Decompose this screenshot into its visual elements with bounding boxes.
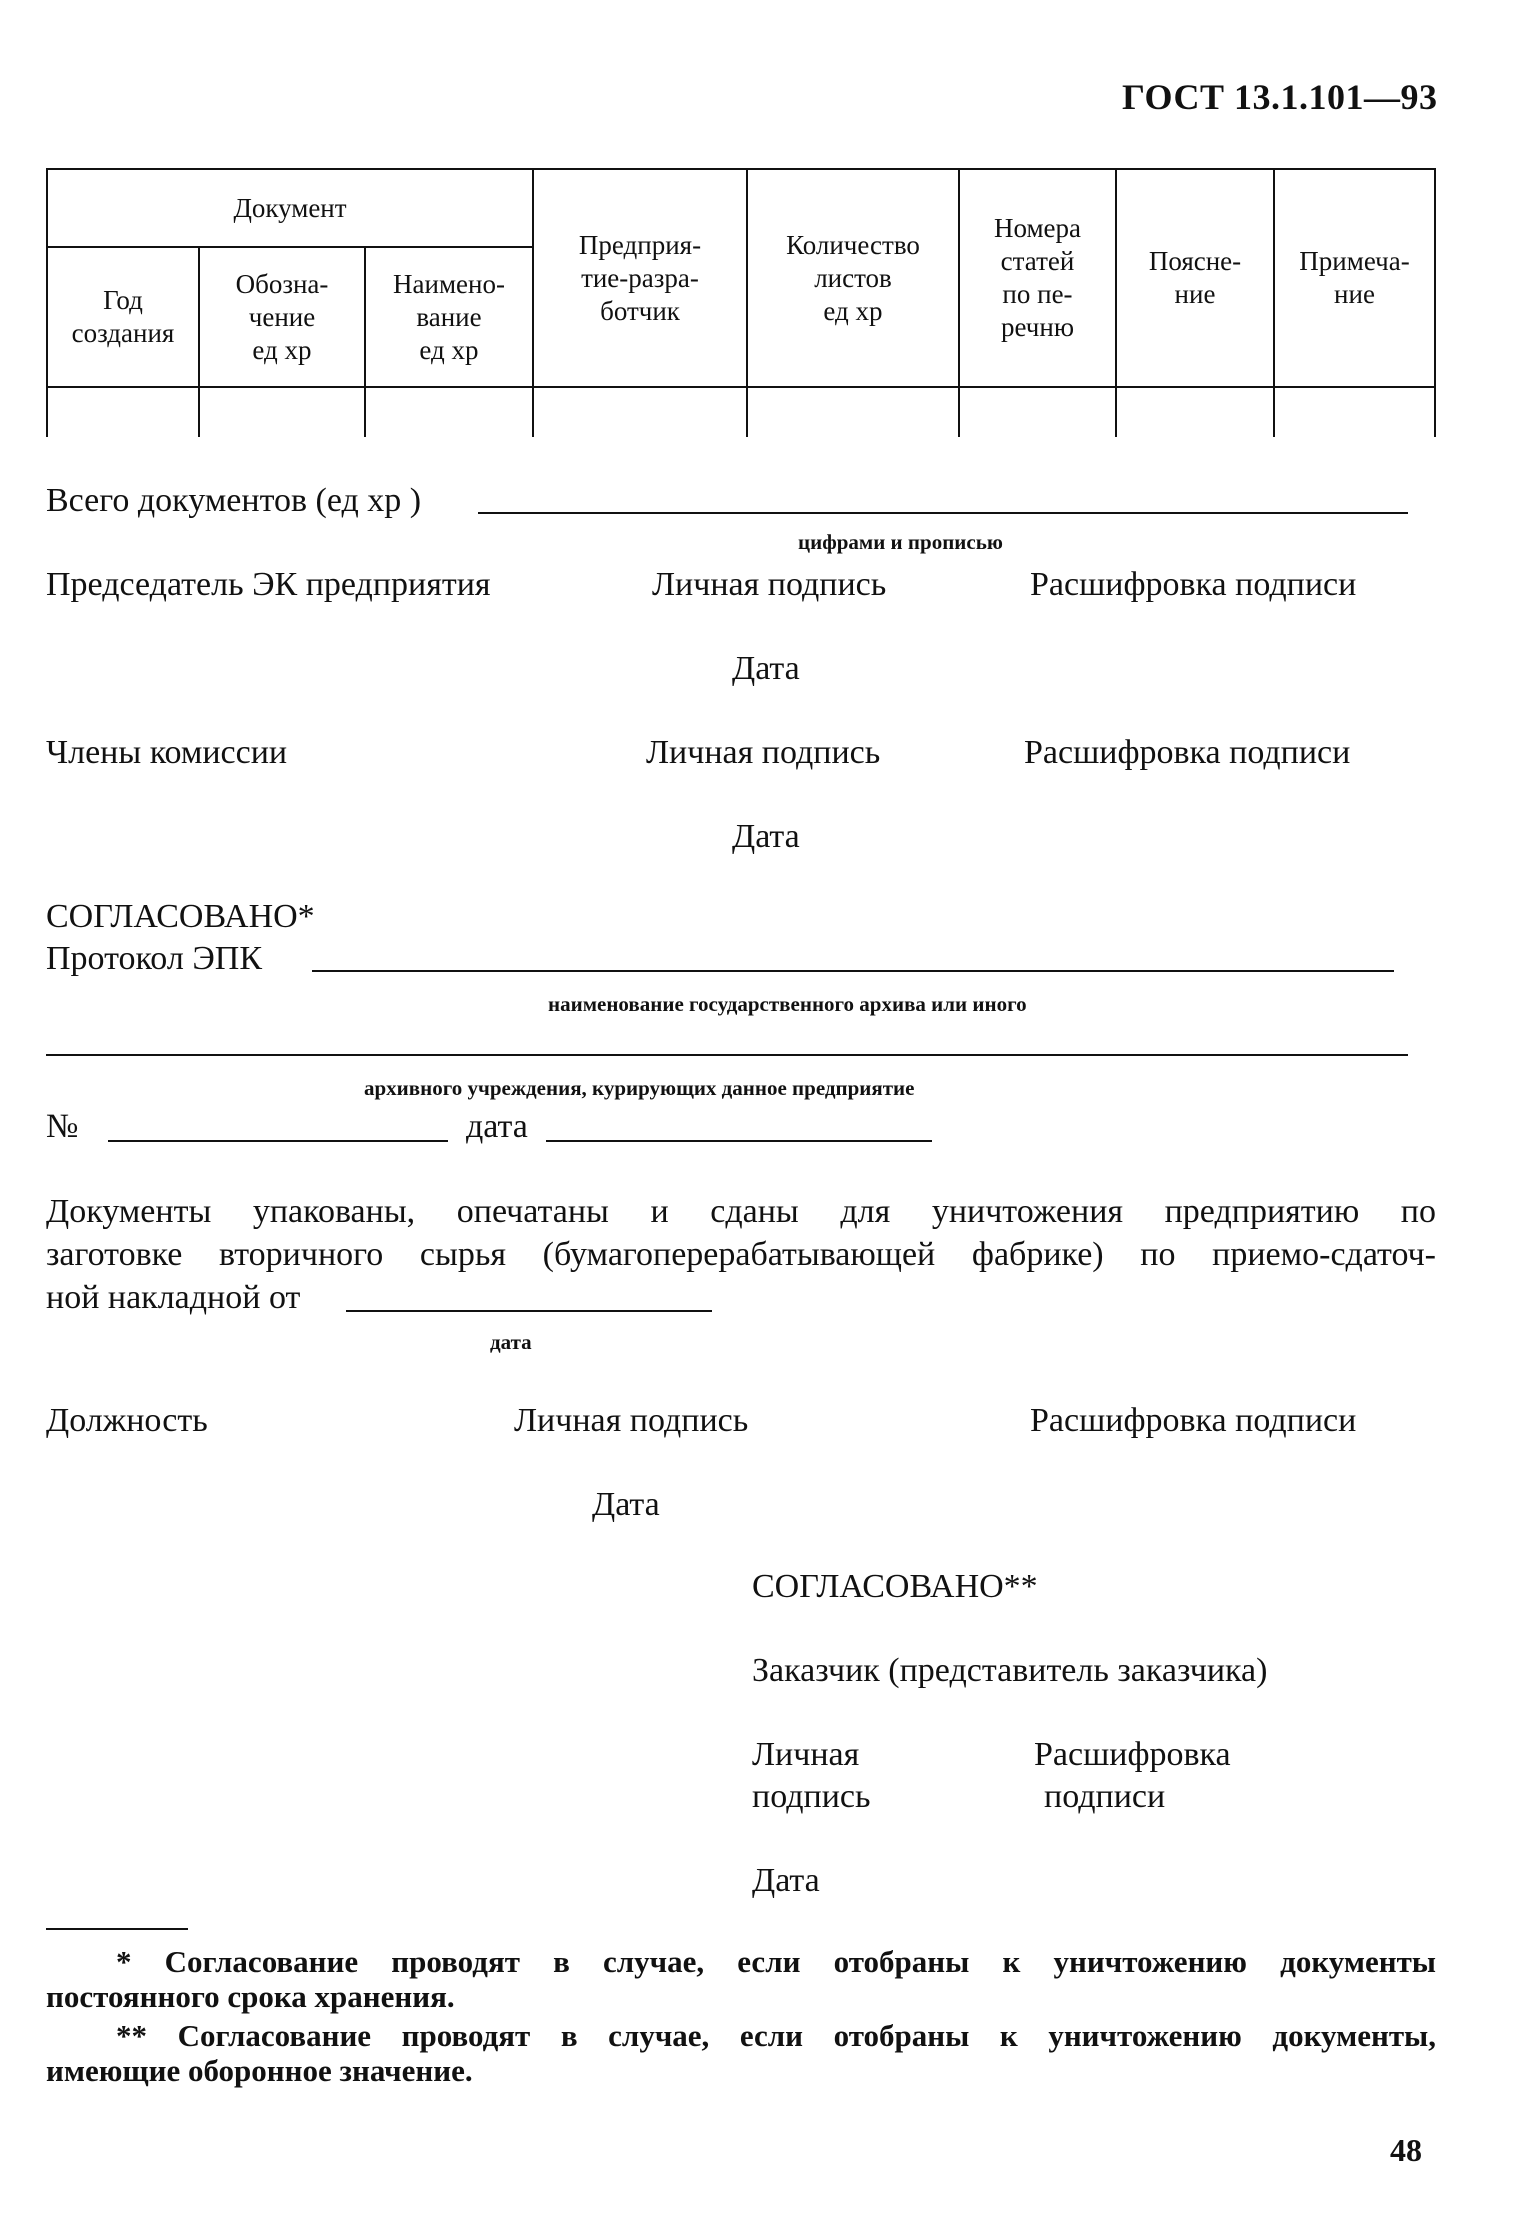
total-label: Всего документов (ед хр ) <box>46 482 422 519</box>
chair-role: Председатель ЭК предприятия <box>46 566 491 603</box>
position-signature: Личная подпись <box>514 1402 749 1439</box>
agreed2-title: СОГЛАСОВАНО** <box>752 1568 1038 1605</box>
protocol-line <box>312 970 1394 972</box>
footnote-1 <box>46 1944 1436 2014</box>
total-caption: цифрами и прописью <box>798 530 1003 554</box>
col-border-8 <box>1434 168 1436 437</box>
members-role: Члены комиссии <box>46 734 288 771</box>
header-article-numbers: Номера статей по пе- речню <box>993 213 1082 342</box>
protocol-caption-1: наименование государственного архива или иного <box>548 992 1027 1016</box>
document-code: ГОСТ 13.1.101—93 <box>1122 77 1438 117</box>
agreed2-decoding-1: Расшифровка <box>1034 1736 1231 1773</box>
agreed2-date: Дата <box>752 1862 820 1899</box>
header-name: Наимено- вание ед хр <box>393 268 505 365</box>
paragraph-line-3: ной накладной от <box>46 1279 301 1316</box>
footnote-2-line-2: имеющие оборонное значение. <box>46 2053 473 2088</box>
members-signature: Личная подпись <box>646 734 881 771</box>
members-date: Дата <box>732 818 800 855</box>
header-bottom-border <box>46 386 1436 388</box>
agreed1-title: СОГЛАСОВАНО* <box>46 898 315 935</box>
position-decoding: Расшифровка подписи <box>1030 1402 1357 1439</box>
invoice-date-caption: дата <box>490 1330 532 1354</box>
position-role: Должность <box>46 1402 208 1439</box>
protocol-date-line <box>546 1140 932 1142</box>
agreed2-customer: Заказчик (представитель заказчика) <box>752 1652 1268 1689</box>
footnote-separator <box>46 1928 188 1930</box>
footnote-2 <box>46 2018 1436 2088</box>
documents-table <box>46 168 1436 437</box>
chair-date: Дата <box>732 650 800 687</box>
footnote-1-line-2: постоянного срока хранения. <box>46 1979 455 2014</box>
agreed2-signature-2: подпись <box>752 1778 871 1815</box>
header-note: Примеча- ние <box>1299 246 1410 309</box>
chair-decoding: Расшифровка подписи <box>1030 566 1357 603</box>
total-line <box>478 512 1408 514</box>
position-date: Дата <box>592 1486 660 1523</box>
paragraph-line-2: заготовке вторичного сырья (бумагоперерабатывающей фабрике) по приемо-сдаточ- <box>46 1236 1436 1273</box>
header-developer: Предприя- тие-разра- ботчик <box>578 229 702 326</box>
header-sheets: Количество листов ед хр <box>786 229 920 326</box>
archive-line <box>46 1054 1408 1056</box>
invoice-date-line <box>346 1310 712 1312</box>
protocol-caption-2: архивного учреждения, курирующих данное предприятие <box>364 1076 915 1100</box>
protocol-date-label: дата <box>466 1108 528 1145</box>
agreed2-decoding-2: подписи <box>1044 1778 1166 1815</box>
header-designation: Обозна- чение ед хр <box>235 268 329 365</box>
header-year: Год создания <box>71 285 175 348</box>
destruction-paragraph <box>46 1190 1436 1319</box>
footnote-2-line-1: ** Согласование проводят в случае, если отобраны к уничтожению документы, <box>116 2018 1436 2053</box>
header-document: Документ <box>233 192 347 223</box>
paragraph-line-1: Документы упакованы, опечатаны и сданы для уничтожения предприятию по <box>46 1193 1436 1230</box>
chair-signature: Личная подпись <box>652 566 887 603</box>
agreed2-signature-1: Личная <box>752 1736 860 1773</box>
footnote-1-line-1: * Согласование проводят в случае, если отобраны к уничтожению документы <box>116 1944 1436 1979</box>
number-line <box>108 1140 448 1142</box>
header-explanation: Поясне- ние <box>1148 246 1242 309</box>
number-label: № <box>46 1108 79 1145</box>
agreed1-protocol-label: Протокол ЭПК <box>46 940 263 977</box>
page-number: 48 <box>1390 2132 1422 2168</box>
members-decoding: Расшифровка подписи <box>1024 734 1351 771</box>
